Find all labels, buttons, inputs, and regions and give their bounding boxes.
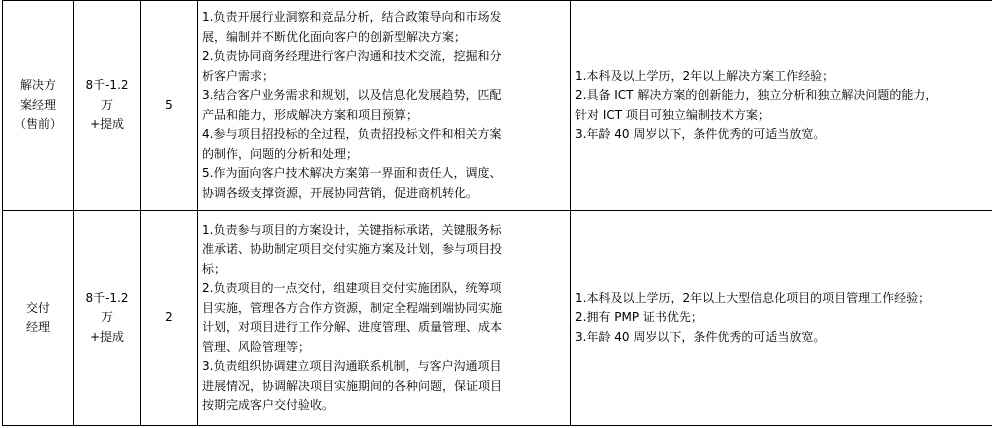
headcount-cell	[141, 211, 198, 426]
duty-line: 产品和能力，形成解决方案和项目预算；	[202, 107, 419, 122]
requirement-line: 3.年龄 40 周岁以下，条件优秀的可适当放宽。	[575, 329, 826, 344]
salary-text: +提成	[89, 117, 125, 132]
duty-line: 4.参与项目招投标的全过程，负责招投标文件和相关方案	[202, 127, 502, 141]
salary-text: 万	[100, 97, 113, 112]
duty-line: 协调各级支撑资源，开展协同营销，促进商机转化。	[202, 185, 479, 200]
headcount: 5	[165, 97, 173, 112]
requirement-line: 3.年龄 40 周岁以下，条件优秀的可适当放宽。	[575, 127, 826, 141]
salary-text: 万	[100, 310, 113, 325]
duty-line: 2.负责项目的一点交付，组建项目交付实施团队，统筹项	[202, 281, 502, 295]
duty-line: 按期完成客户交付验收。	[202, 398, 335, 412]
position-title: 解决方	[19, 78, 56, 93]
requirement-line: 1.本科及以上学历，2年以上解决方案工作经验；	[575, 68, 835, 83]
position-title-cell	[3, 1, 74, 211]
duty-line: 2.负责协同商务经理进行客户沟通和技术交流，挖掘和分	[202, 49, 502, 63]
duty-line: 析客户需求；	[202, 68, 275, 83]
table-row	[3, 1, 992, 211]
duty-line: 标；	[202, 261, 227, 276]
duty-line: 展，编制并不断优化面向客户的创新型解决方案；	[202, 29, 467, 44]
duty-line: 5.作为面向客户技术解决方案第一界面和责任人，调度、	[202, 166, 502, 180]
position-title: 案经理	[19, 97, 56, 112]
duty-line: 3.结合客户业务需求和规划，以及信息化发展趋势，匹配	[202, 88, 502, 102]
requirement-line: 针对 ICT 项目可独立编制技术方案；	[575, 107, 770, 122]
duty-line: 的制作，问题的分析和处理；	[202, 146, 359, 161]
table-row	[3, 211, 992, 426]
position-title-cell	[3, 211, 74, 426]
requirements-cell	[571, 211, 992, 426]
duty-line: 目实施，管理各方合作方资源，制定全程端到端协同实施	[202, 300, 503, 315]
duty-line: 1.负责开展行业洞察和竞品分析，结合政策导向和市场发	[202, 10, 502, 24]
salary-text: +提成	[89, 329, 125, 344]
position-title: 交付	[25, 300, 50, 315]
job-table	[2, 0, 992, 426]
duty-line: 准承诺、协助制定项目交付实施方案及计划，参与项目投	[202, 242, 503, 256]
duty-line: 计划，对项目进行工作分解、进度管理、质量管理、成本	[202, 320, 503, 334]
salary-text: 8千-1.2	[85, 78, 129, 93]
salary-text: 8千-1.2	[85, 290, 129, 305]
position-title: 经理	[25, 320, 50, 334]
headcount-cell	[141, 1, 198, 211]
requirements-cell	[571, 1, 992, 211]
requirement-line: 1.本科及以上学历，2年以上大型信息化项目的项目管理工作经验；	[575, 290, 931, 305]
headcount: 2	[165, 310, 173, 325]
requirement-line: 2.具备 ICT 解决方案的创新能力，独立分析和独立解决问题的能力，	[575, 88, 938, 102]
duty-line: 1.负责参与项目的方案设计，关键指标承诺，关键服务标	[202, 222, 502, 237]
position-title: （售前）	[13, 117, 62, 132]
duties-cell	[198, 1, 571, 211]
salary-cell	[74, 211, 141, 426]
salary-cell	[74, 1, 141, 211]
duties-cell	[198, 211, 571, 426]
requirement-line: 2.拥有 PMP 证书优先；	[575, 310, 703, 325]
duty-line: 3.负责组织协调建立项目沟通联系机制，与客户沟通项目	[202, 359, 502, 373]
duty-line: 管理、风险管理等；	[202, 339, 311, 354]
duty-line: 进展情况，协调解决项目实施期间的各种问题，保证项目	[202, 378, 503, 393]
